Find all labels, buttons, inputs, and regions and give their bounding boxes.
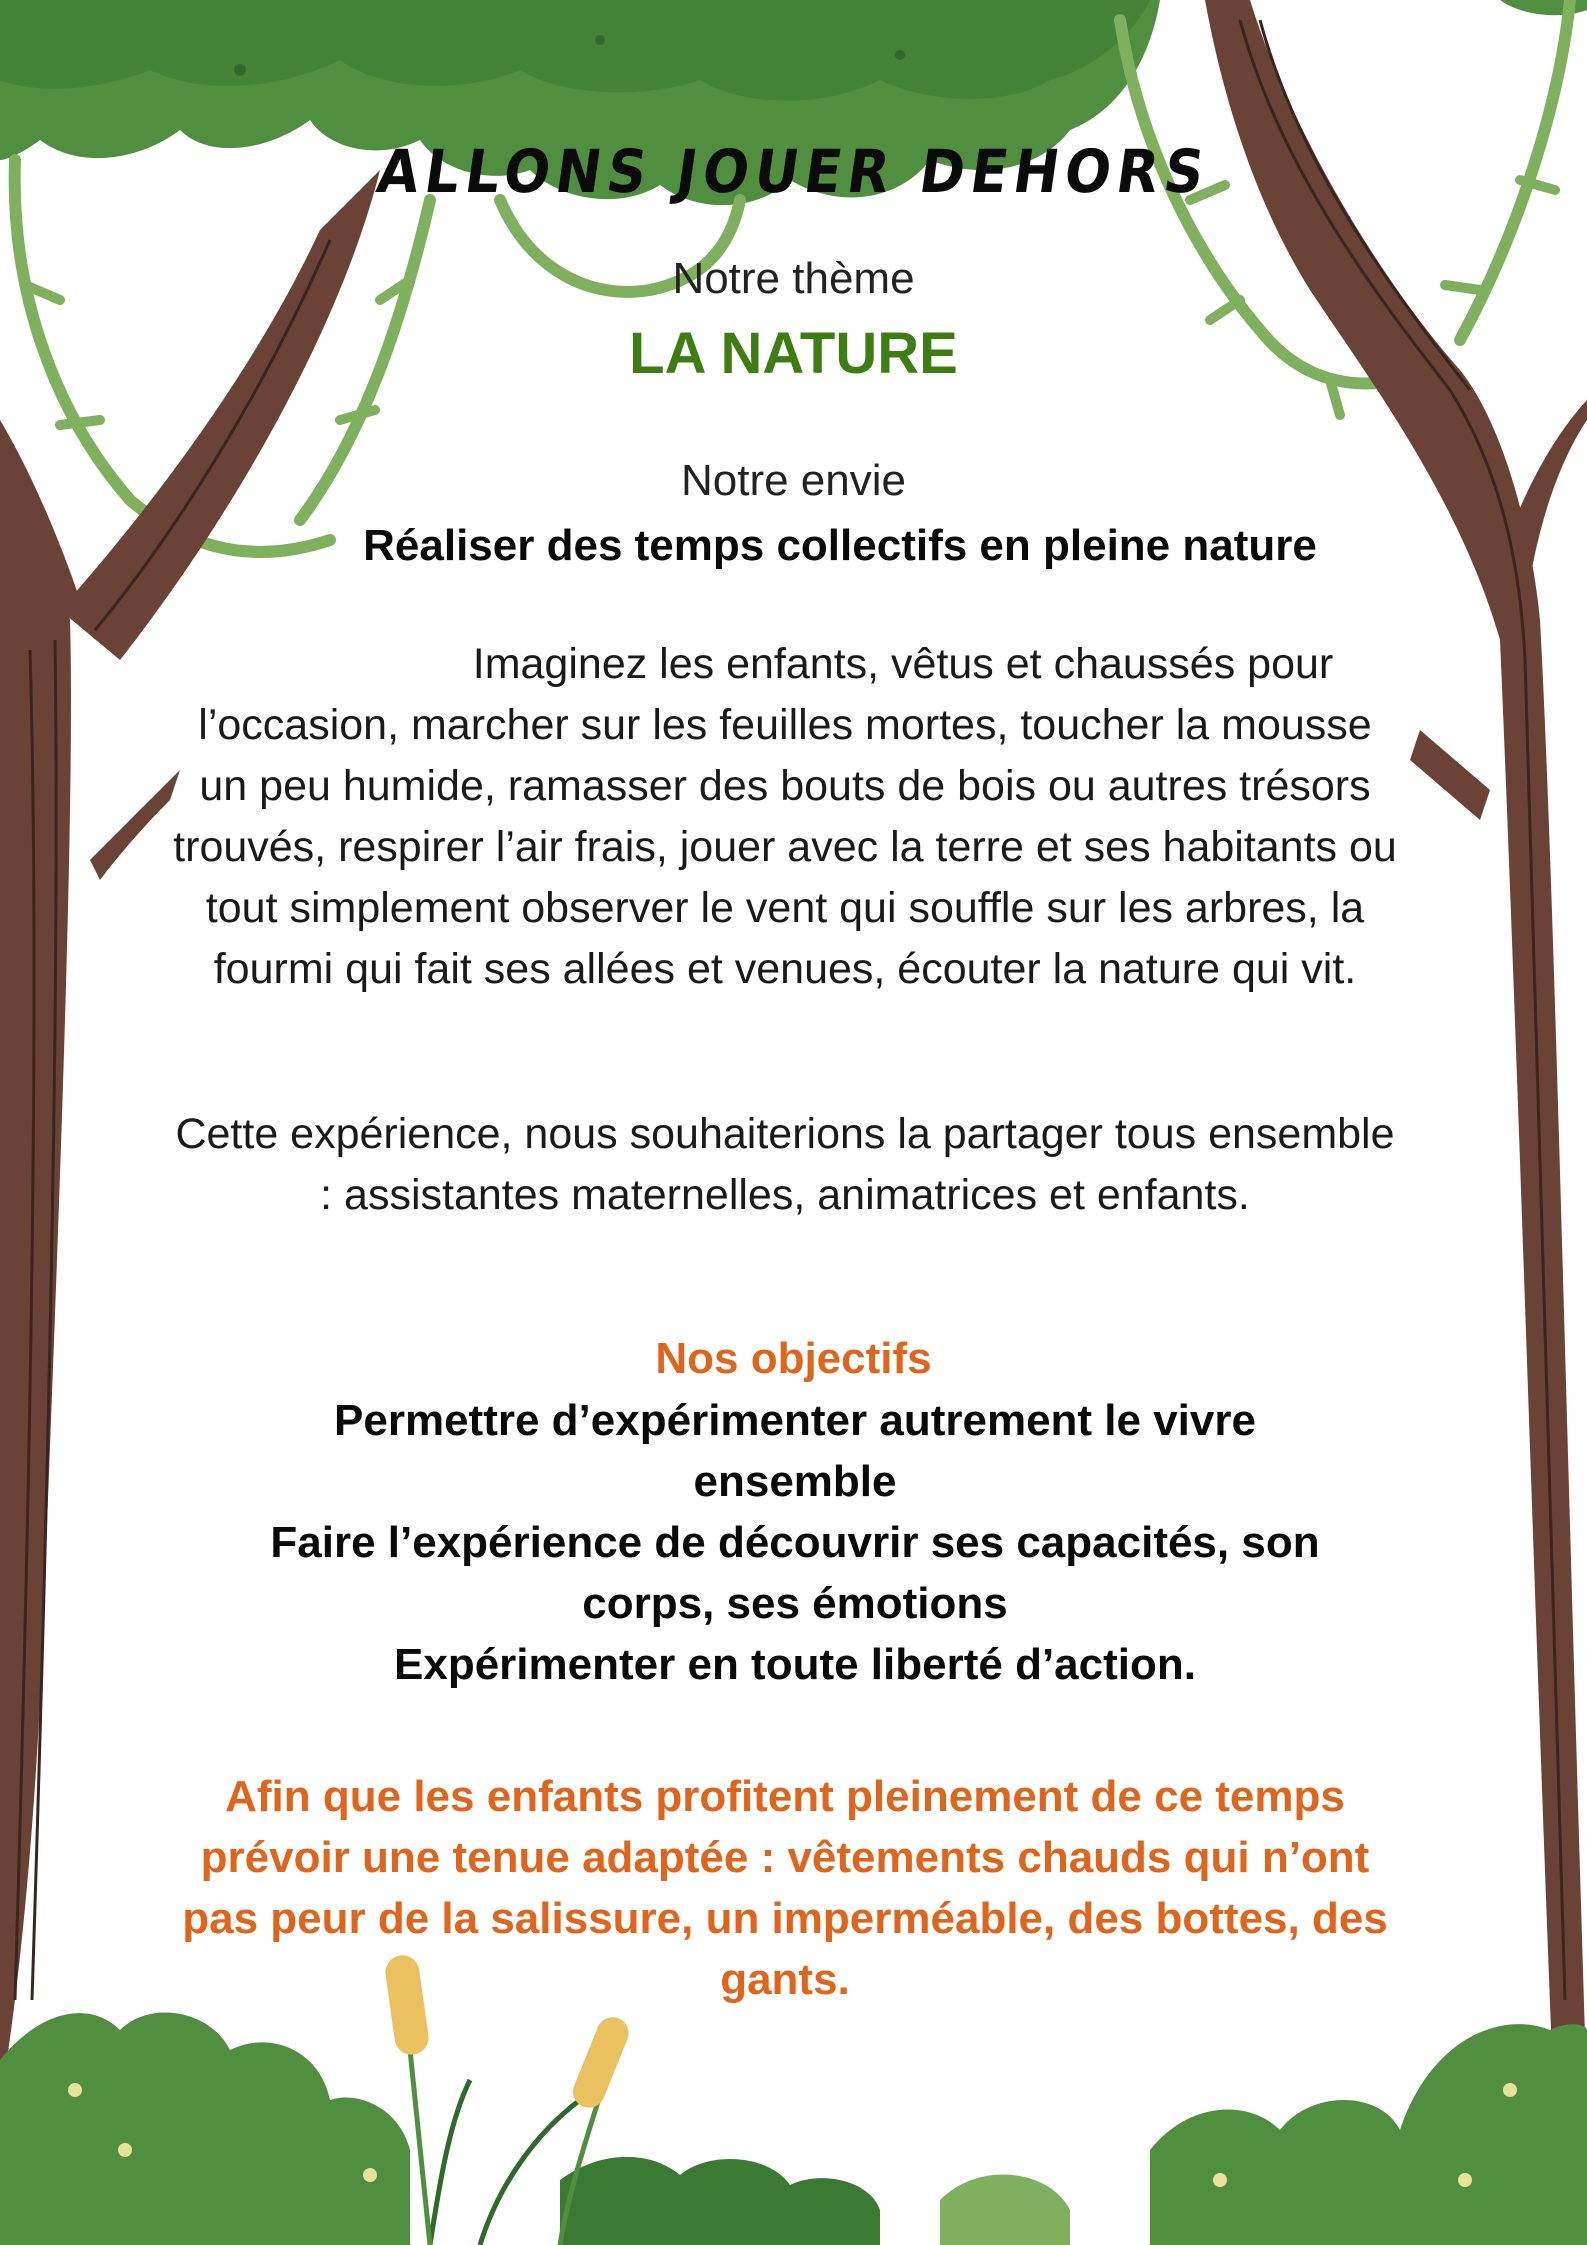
envie-label: Notre envie [680,456,906,505]
theme-value: LA NATURE [629,321,958,386]
objectives-list [260,1390,1330,1695]
objective-item: Permettre d’expérimenter autrement le vivre ensemble [334,1396,1256,1506]
theme-label: Notre thème [672,254,915,303]
sharing-paragraph: Cette expérience, nous souhaiterions la partager tous ensemble : assistantes maternelles, animatrices et enfants. [175,1110,1395,1219]
objectives-heading: Nos objectifs [655,1334,932,1383]
clothing-advice: Afin que les enfants profitent pleinement de ce temps prévoir une tenue adaptée : vêtements chauds qui n’ont pas peur de la salissure, un imperméable, des bottes, des gants. [182,1772,1388,2004]
intro-paragraph: Imaginez les enfants, vêtus et chaussés pour l’occasion, marcher sur les feuilles mortes, toucher la mousse un peu humide, ramasser des bouts de bois ou autres trésors trouvés, respirer l’air frais, jouer avec la terre et ses habitants ou tout simplement observer le vent qui souffle sur les arbres, la fourmi qui fait ses allées et venues, écouter la nature qui vit. [173,640,1397,993]
envie-value: Réaliser des temps collectifs en pleine nature [363,521,1317,570]
flyer-title: ALLONS JOUER DEHORS [372,136,1215,207]
objective-item: Faire l’expérience de découvrir ses capacités, son corps, ses émotions [270,1518,1320,1628]
objective-item: Expérimenter en toute liberté d’action. [394,1640,1196,1689]
